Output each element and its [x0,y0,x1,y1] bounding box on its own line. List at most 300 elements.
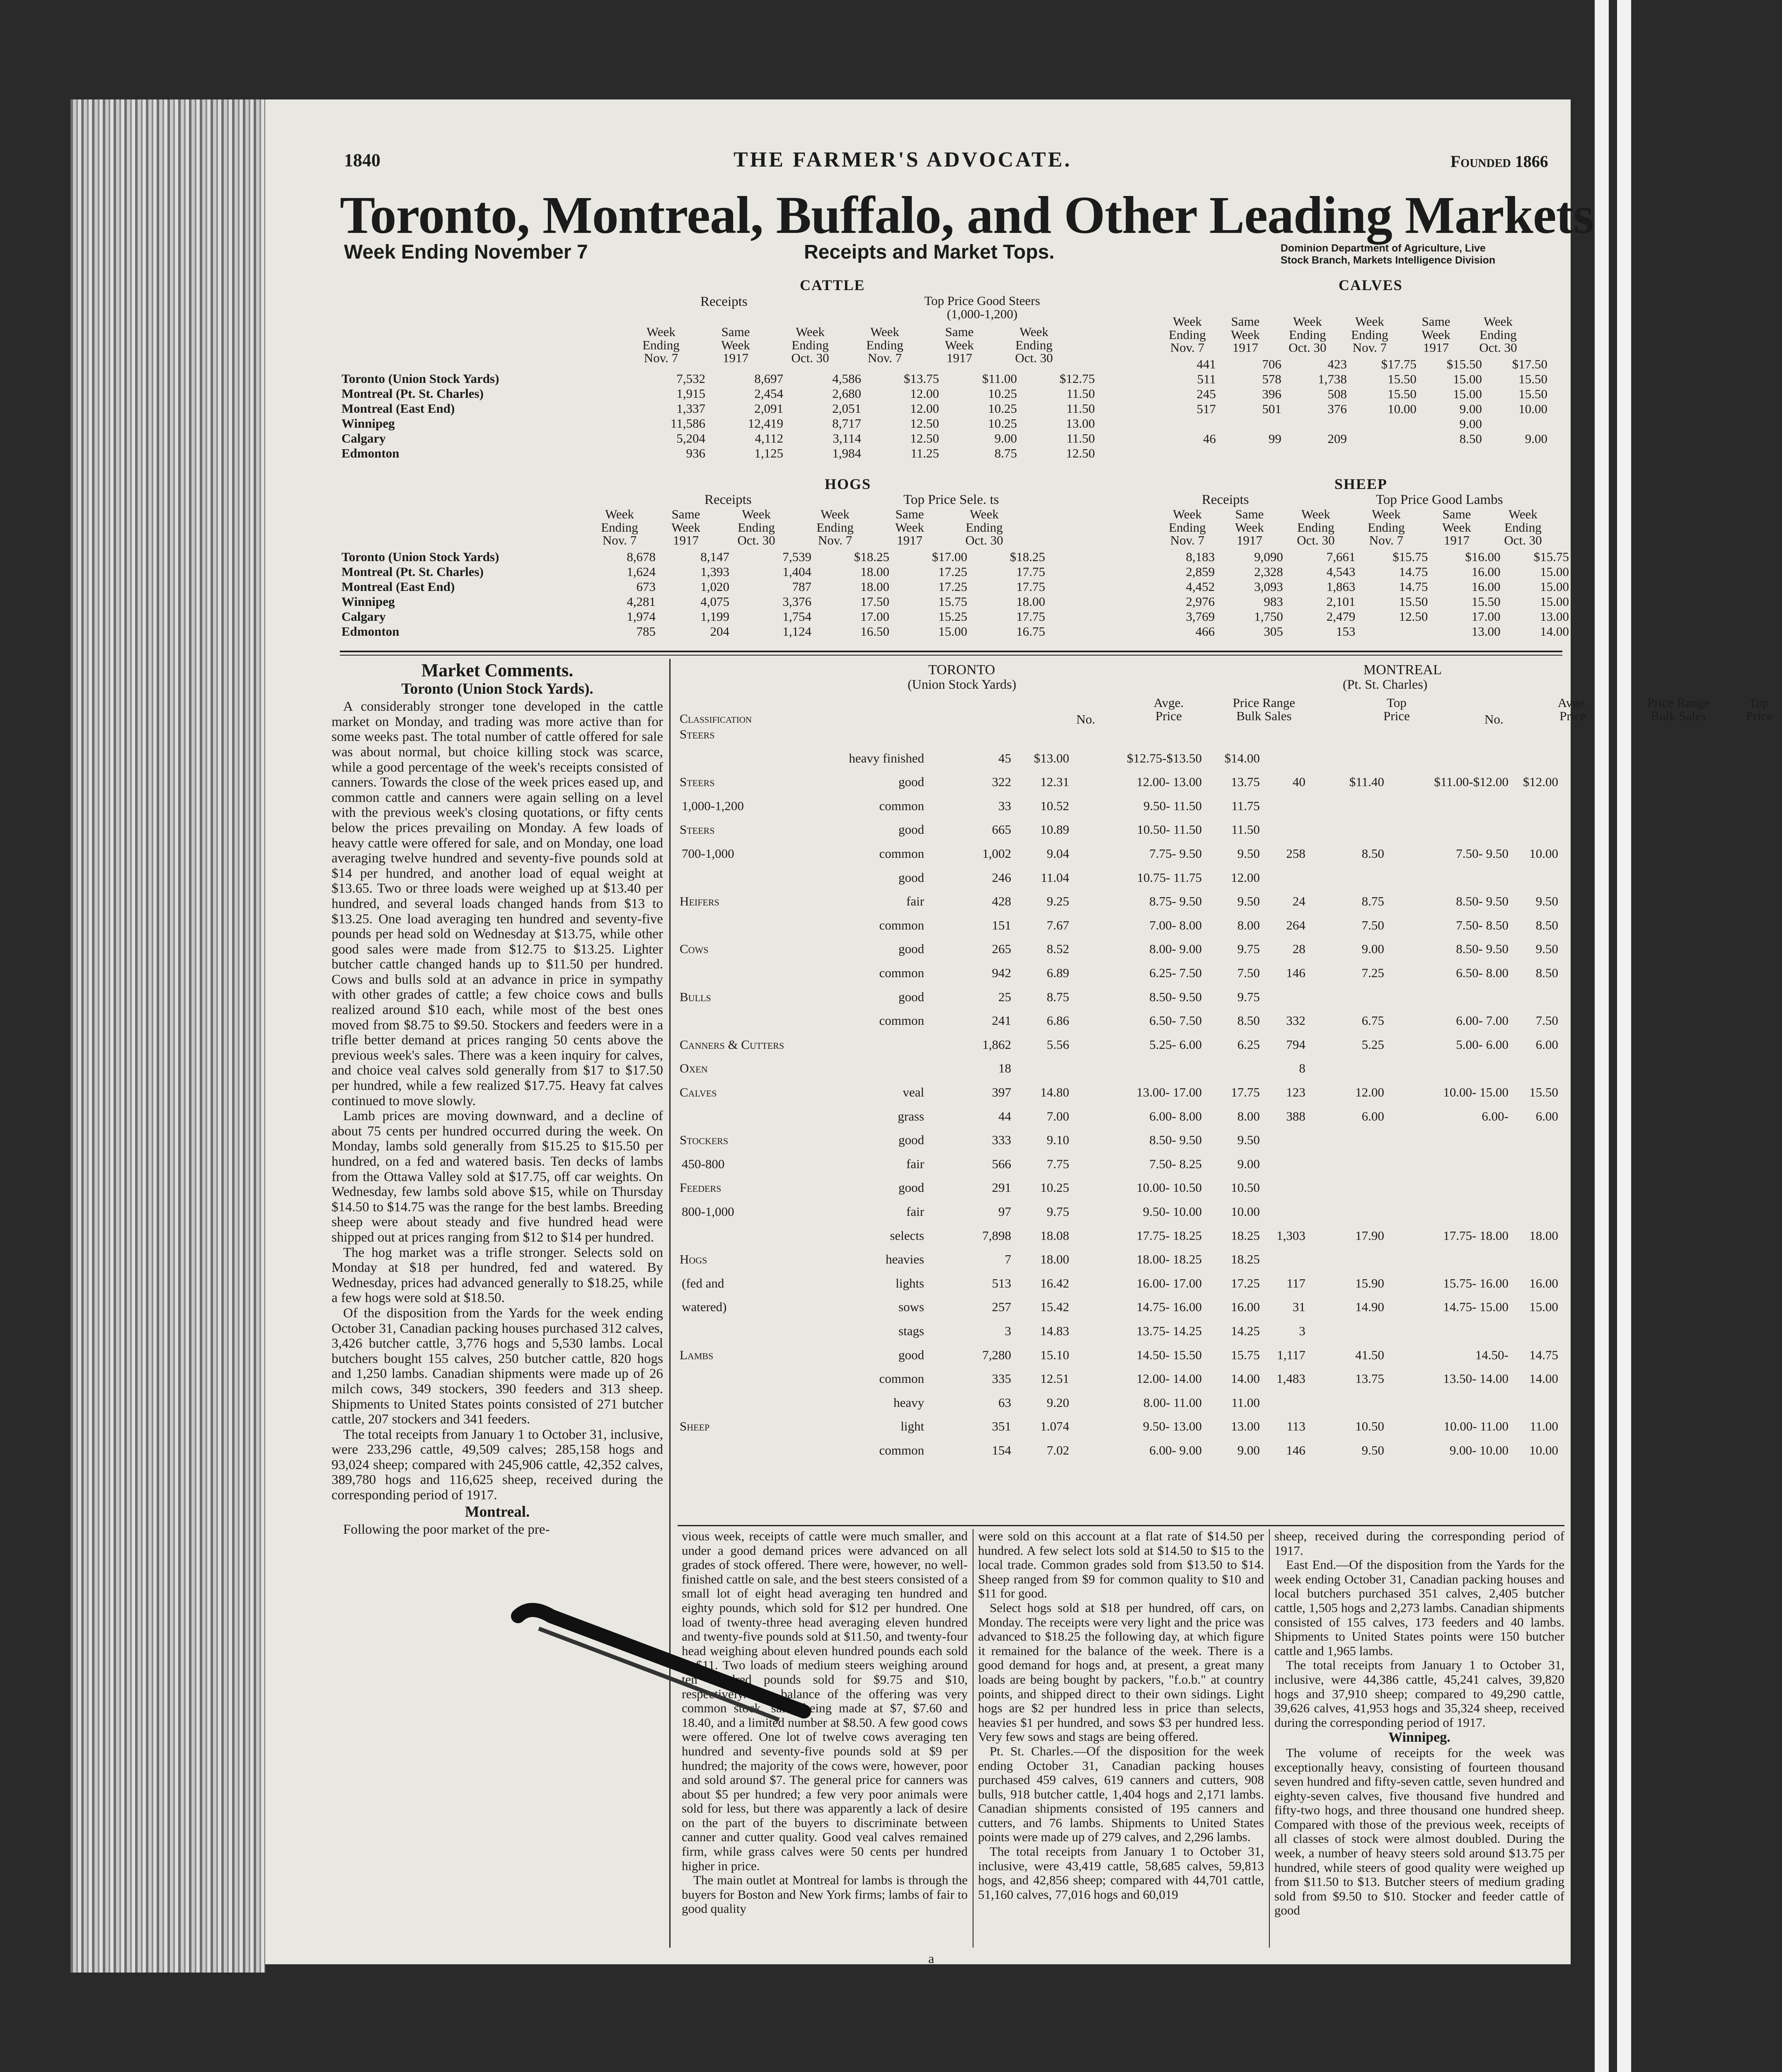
calves-cell: 245 [1196,386,1216,401]
sheep-cell: 2,101 [1326,594,1356,609]
cattle-cell: 12,419 [748,416,783,431]
calves-cell: 46 [1203,431,1216,446]
class-grade: common [879,1371,924,1386]
toronto-value: 6.25 [1237,1037,1260,1052]
toronto-value: 1,002 [982,846,1011,861]
montreal-subheading: Montreal. [465,1503,530,1520]
montreal-value: 15.50 [1529,1085,1558,1099]
class-sublabel: 1,000-1,200 [682,798,744,813]
montreal-header-h_range: Price Range Bulk Sales [1647,695,1710,723]
montreal-table-title: MONTREAL [1363,662,1442,678]
montreal-value: 17.90 [1355,1228,1384,1243]
class-grade: common [879,846,924,861]
sheep-cell: 2,976 [1186,594,1215,609]
toronto-value: 14.25 [1231,1324,1260,1338]
class-grade: heavy finished [849,750,924,765]
montreal-header-h_no: No. [1484,712,1504,726]
hogs-cell: 8,678 [627,549,656,564]
class-grade: common [879,798,924,813]
class-grade: good [898,822,924,837]
montreal-value: 28 [1293,942,1305,956]
toronto-value: 16.00- 17.00 [1136,1276,1202,1290]
hogs-col-header: Week Ending Nov. 7 [601,507,638,548]
class-grade: good [898,870,924,885]
calves-cell: 1,738 [1318,371,1347,386]
hogs-cell: 3,376 [782,594,811,609]
department-credit: Dominion Department of Agriculture, Live Stock Branch, Markets Intelligence Division [1281,242,1496,266]
montreal-value: 10.00- 11.00 [1443,1419,1508,1434]
hogs-cell: Montreal (Pt. St. Charles) [341,564,484,579]
toronto-value: 7.50- 8.25 [1149,1156,1202,1171]
paragraph: The hog market was a trifle stronger. Selects sold on Monday at $18 per hundred, fed and watered. By Wednesday, prices had advanced generally to $18.25, while a few hogs were sold at $18.50. [332,1245,663,1306]
montreal-value: 6.50- 8.00 [1456,966,1508,980]
cattle-cell: 11.50 [1066,401,1095,416]
paragraph: A considerably stronger tone developed in the cattle market on Monday, and trading was more active than for some weeks past. The total number of cattle offered for sale was about normal, but choice killing stock was scarce, while a good percentage of the week's receipts consisted of canners. Towards the close of the week prices eased up, and common cattle and canners were again selling on a level with the previous week's closing quotations, or fifty cents below the prices prevailing on Monday. A few loads of heavy cattle were offered for sale, and on Monday, one load averaging twelve hundred and seventy-five pounds sold at $14 per hundred, and another load of equal weight at $13.65. Two or three loads were weighed up at $13.40 per hundred, and several loads changed hands from $13 to $13.25. One load averaging ten hundred and seventy-five pounds per head sold on Wednesday at $13.75, while other good sales were made from $12.75 to $13.25. Lighter butcher cattle changed hands up to $11.50 per hundred. Cows and bulls sold at an advance in price in sympathy with other grades of cattle; a few choice cows and bulls realized around $10 each, while most of the best ones moved from $8.75 to $9.50. Stockers and feeders were in a trifle better demand at prices ranging 50 cents above the previous week's sales. There was a keen inquiry for calves, and choice veal calves sold generally from $17 to $17.50 per hundred, while a few realized $17.75. Heavy fat calves continued to move slowly. [332,699,663,1109]
cattle-row [340,401,1097,416]
hogs-cell: 1,393 [700,564,729,579]
toronto-value: 9.75 [1237,989,1260,1004]
hogs-cell: Montreal (East End) [341,579,455,594]
comments-column-1 [332,659,663,1948]
hogs-cell: 1,974 [627,609,656,624]
calves-cell: 396 [1262,386,1281,401]
toronto-value: 8.50- 9.50 [1149,1133,1202,1147]
toronto-value: 8.00- 9.00 [1149,942,1202,956]
cattle-cell: Montreal (Pt. St. Charles) [341,386,484,401]
toronto-value: 25 [998,989,1011,1004]
toronto-value: 17.75- 18.25 [1136,1228,1202,1243]
cattle-cell: 1,915 [676,386,705,401]
toronto-value: 8.00 [1237,1109,1260,1123]
sheep-cell: 12.50 [1399,609,1428,624]
hogs-cell: 4,281 [627,594,656,609]
class-grade: good [898,942,924,956]
toronto-value: 13.75 [1231,775,1260,789]
toronto-value: 16.42 [1040,1276,1069,1290]
paragraph: sheep, received during the corresponding period of 1917. [1274,1529,1564,1558]
calves-cell: 9.00 [1459,401,1482,416]
hogs-cell: Calgary [341,609,386,624]
calves-cell [1283,416,1349,431]
page-number: 1840 [344,150,380,170]
toronto-value: 14.83 [1040,1324,1069,1338]
paragraph: Of the disposition from the Yards for the week ending October 31, Canadian packing houses purchased 312 calves, 3,426 butcher cattle, 3,776 hogs and 5,530 lambs. Local butchers bought 155 calves, 250 butcher cattle, 820 hogs and 1,250 lambs. Canadian shipments were made up of 26 milch cows, 349 stockers, 390 feeders and 313 sheep. Shipments to United States points consisted of 271 butcher cattle, 207 stockers and 341 feeders. [332,1305,663,1427]
montreal-value: 9.00- 10.00 [1449,1443,1508,1457]
cattle-cell: $12.75 [1059,371,1095,386]
toronto-value: 6.86 [1046,1013,1069,1028]
cattle-cell: 1,125 [754,445,783,460]
class-grade: common [879,966,924,980]
calves-cell: 578 [1262,371,1281,386]
hogs-heading: HOGS [825,476,872,492]
montreal-value: 7.50- 8.50 [1456,917,1508,932]
toronto-value: 942 [992,966,1011,980]
paragraph: The total receipts from January 1 to October 31, inclusive, were 233,296 cattle, 49,509 calves; 285,158 hogs and 93,024 sheep; compared with 245,906 cattle, 42,352 calves, 389,780 hogs and 116,625 sheep, received during the corresponding period of 1917. [332,1427,663,1503]
toronto-value: 8.00 [1237,917,1260,932]
class-grade: common [879,1013,924,1028]
paragraph: The volume of receipts for the week was exceptionally heavy, consisting of fourteen thousand seven hundred and fifty-seven cattle, seven hundred and eighty-seven calves, five thousand five hundred and fifty-two hogs, and three thousand one hundred sheep. Compared with those of the previous week, receipts of all classes of stock were almost doubled. During the week, a number of heavy steers sold around $13.75 per hundred, while steers of good quality were weighed up from $11.50 to $13. Butcher steers of medium grading sold from $9.50 to $10. Stocker and feeder cattle of good [1274,1745,1564,1918]
sheep-receipts-label: Receipts [1202,492,1249,507]
sheep-cell: $16.00 [1465,549,1501,564]
toronto-value: 9.25 [1046,894,1069,909]
class-label: Sheep [680,1419,710,1434]
cattle-row [340,386,1097,401]
montreal-value: 5.25 [1361,1037,1384,1052]
paragraph: The main outlet at Montreal for lambs is through the buyers for Boston and New York firms; lambs of fair to good quality [682,1873,968,1916]
hogs-cell: 17.25 [938,579,967,594]
sheep-cell [1357,624,1430,639]
sheep-cell: 9,090 [1254,549,1283,564]
cattle-cell: 11.50 [1066,386,1095,401]
cattle-row [340,445,1097,460]
cattle-heading: CATTLE [800,277,865,293]
toronto-value: 3 [1005,1324,1011,1338]
cattle-cell: 12.00 [910,386,939,401]
hogs-cell: 673 [636,579,656,594]
toronto-value: 8.52 [1046,942,1069,956]
calves-cell [1349,431,1418,446]
calves-cell: 9.00 [1459,416,1482,431]
montreal-value: 17.75- 18.00 [1443,1228,1508,1243]
sheep-row [1152,564,1571,579]
cattle-cell: $13.75 [903,371,939,386]
paragraph: vious week, receipts of cattle were much smaller, and under a good demand prices were advanced on all grades of stock offered. There were, however, no well-finished cattle on sale, and the best steers consisted of a small lot of eight head averaging ten hundred and eighty pounds, which sold for $12 per hundred. One load of twenty-three head averaging eleven hundred and twenty-five pounds sold at $11.50, and twenty-four head weighing about eleven hundred pounds each sold at $11. Two loads of medium steers weighing around ten hundred pounds sold for $9.75 and $10, respectively. The balance of the offering was very common stock, sales being made at $7, $7.60 and 18.40, and a limited number at $8.50. A few good cows were offered. One lot of twelve cows averaging ten hundred and seventy-five pounds sold at $9 per hundred; the majority of the cows were, however, poor and sold around $7. The general price for canners was about $5 per hundred; a few very poor animals were sold for less, but there was apparently a lack of desire on the part of the buyers to discriminate between canner and cutter quality. Good veal calves remained firm, while grass calves were 50 cents per hundred higher in price. [682,1529,968,1873]
sheep-cell: 3,093 [1254,579,1283,594]
montreal-value: 9.50 [1361,1443,1384,1457]
class-grade: good [898,775,924,789]
toronto-value: 14.75- 16.00 [1136,1300,1202,1314]
sheep-col-header: Same Week 1917 [1235,507,1264,548]
cattle-cell: 5,204 [676,431,705,445]
class-grade: stags [898,1324,924,1338]
toronto-table-title: TORONTO [928,662,995,678]
sheep-cell: 16.00 [1471,564,1501,579]
class-grade: common [879,917,924,932]
montreal-value: 146 [1286,966,1305,980]
montreal-value: 9.00 [1361,942,1384,956]
montreal-value: 1,303 [1276,1228,1305,1243]
toronto-value: 63 [998,1395,1011,1410]
paragraph: The total receipts from January 1 to October 31, inclusive, were 44,386 cattle, 45,241 calves, 39,820 hogs and 37,910 sheep; compared to 49,290 cattle, 39,626 calves, 41,953 hogs and 35,324 sheep, received during the corresponding period of 1917. [1274,1658,1564,1730]
hogs-cell: 787 [792,579,811,594]
hogs-cell: 17.00 [860,609,889,624]
cattle-col-header: Same Week 1917 [945,324,974,366]
hogs-cell: Edmonton [341,624,399,639]
toronto-value: 7.50 [1237,966,1260,980]
toronto-value: 10.25 [1040,1180,1069,1195]
class-grade: sows [898,1300,924,1314]
class-grade: fair [906,1204,924,1219]
toronto-value: 5.56 [1046,1037,1069,1052]
toronto-value: 9.50- 11.50 [1143,798,1202,813]
sheep-col-header: Same Week 1917 [1442,507,1471,548]
montreal-value: 14.50- [1475,1347,1508,1362]
toronto-value: 7.00 [1046,1109,1069,1123]
toronto-value: 6.00- 9.00 [1149,1443,1202,1457]
class-grade: fair [906,894,924,909]
montreal-value: 8.75 [1361,894,1384,909]
toronto-value: $14.00 [1224,750,1260,765]
montreal-value: 8.50- 9.50 [1456,894,1508,909]
toronto-value: 257 [992,1300,1011,1314]
sheep-row [1152,549,1571,564]
calves-cell: 441 [1196,356,1216,371]
montreal-value: 146 [1286,1443,1305,1457]
cattle-cell: Winnipeg [341,416,395,431]
sheep-cell: 466 [1195,624,1215,639]
class-label: Stockers [680,1133,729,1147]
montreal-value: 7.25 [1361,966,1384,980]
toronto-value: 10.75- 11.75 [1137,870,1202,885]
montreal-value: 41.50 [1355,1347,1384,1362]
toronto-value: 8.75- 9.50 [1149,894,1202,909]
toronto-value: 9.75 [1237,942,1260,956]
montreal-value: 388 [1286,1109,1305,1123]
toronto-value: 10.00- 10.50 [1136,1180,1202,1195]
paragraph: Lamb prices are moving downward, and a decline of about 75 cents per hundred occurred during the week. On Monday, lambs sold generally from $15.25 to $15.50 per hundred, on a fed and watered basis. Ten decks of lambs from the Ottawa Valley sold at $17.75, off car weights. On Wednesday, few lambs sold above $15, while on Thursday $14.50 to $14.75 was the range for the best lambs. Breeding sheep were about steady and five hundred head were shipped out at prices ranging from $12 to $14 per hundred. [332,1109,663,1245]
class-sublabel: 800-1,000 [682,1204,734,1219]
toronto-value: 18.00- 18.25 [1136,1252,1202,1267]
toronto-value: 322 [992,775,1011,789]
sheep-heading: SHEEP [1334,476,1388,492]
calves-cell: 15.50 [1387,386,1416,401]
class-label: Bulls [680,989,711,1004]
class-grade: common [879,1443,924,1457]
cattle-row [340,416,1097,431]
scanner-light-bar [1617,0,1631,2072]
class-grade: selects [890,1228,924,1243]
hogs-cell: 18.00 [1016,594,1045,609]
class-grade: good [898,1133,924,1147]
hogs-cell: 1,199 [700,609,729,624]
montreal-value: 332 [1286,1013,1305,1028]
toronto-value: 12.31 [1040,775,1069,789]
calves-cell: $15.50 [1446,356,1482,371]
hogs-cell: Winnipeg [341,594,395,609]
toronto-value: 7.75 [1046,1156,1069,1171]
main-headline: Toronto, Montreal, Buffalo, and Other Leading Markets [340,186,1594,244]
cattle-cell: Calgary [341,431,386,445]
toronto-value: 13.00- 17.00 [1136,1085,1202,1099]
montreal-value: 9.50 [1535,894,1558,909]
class-grade: light [901,1419,924,1434]
toronto-value: 6.25- 7.50 [1149,966,1202,980]
toronto-value: 13.00 [1231,1419,1260,1434]
toronto-value: 7,280 [982,1347,1011,1362]
calves-cell: 15.50 [1387,371,1416,386]
toronto-value: 15.42 [1040,1300,1069,1314]
montreal-header-h_top: Top Price [1746,695,1772,723]
toronto-value: 97 [998,1204,1011,1219]
montreal-value: 258 [1286,846,1305,861]
hogs-cell: 16.75 [1016,624,1045,639]
calves-cell: 8.50 [1459,431,1482,446]
cattle-cell: Toronto (Union Stock Yards) [341,371,499,386]
section-rule [340,651,1562,652]
montreal-value: 10.00 [1529,1443,1558,1457]
montreal-value: 31 [1293,1300,1305,1314]
toronto-value: 9.50- 10.00 [1143,1204,1202,1219]
class-label: Steers [680,727,715,741]
sheep-cell: 4,543 [1326,564,1356,579]
toronto-value: 8.00- 11.00 [1143,1395,1202,1410]
toronto-value: 7.00- 8.00 [1149,917,1202,932]
calves-cell: 9.00 [1525,431,1547,446]
toronto-value: 18 [998,1061,1011,1076]
cattle-cell: 2,454 [754,386,783,401]
hogs-row [340,609,1047,624]
montreal-value: 14.75- 15.00 [1443,1300,1508,1314]
toronto-value: 12.51 [1040,1371,1069,1386]
sheep-cell: 1,750 [1254,609,1283,624]
sheep-cell: 3,769 [1186,609,1215,624]
toronto-header-h_no: No. [1076,712,1095,726]
calves-cell [1218,416,1283,431]
class-grade: good [898,989,924,1004]
montreal-value: 6.00- [1482,1109,1508,1123]
toronto-value: 14.50- 15.50 [1136,1347,1202,1362]
calves-cell: 511 [1197,371,1216,386]
calves-cell: 15.00 [1453,386,1482,401]
hogs-cell: 18.00 [860,579,889,594]
toronto-value: 12.00- 14.00 [1136,1371,1202,1386]
montreal-value: 8.50- 9.50 [1456,942,1508,956]
sheep-cell: 14.00 [1540,624,1569,639]
sheep-cell: 13.00 [1471,624,1501,639]
class-label: Hogs [680,1252,707,1267]
montreal-value: 6.00 [1535,1109,1558,1123]
montreal-value: 14.00 [1529,1371,1558,1386]
calves-cell: 706 [1262,356,1281,371]
toronto-value: 11.04 [1041,870,1069,885]
calves-cell: 423 [1327,356,1347,371]
toronto-value: 15.10 [1040,1347,1069,1362]
class-sublabel: watered) [682,1300,727,1314]
cattle-cell: 12.00 [910,401,939,416]
hogs-cell: 8,147 [700,549,729,564]
montreal-value: 13.50- 14.00 [1443,1371,1508,1386]
calves-cell [1484,416,1549,431]
toronto-header-h_range: Price Range Bulk Sales [1232,695,1295,723]
sheep-cell: 2,328 [1254,564,1283,579]
toronto-value: 246 [992,870,1011,885]
hogs-cell: 1,754 [782,609,811,624]
calves-col-header: Week Ending Oct. 30 [1479,314,1517,355]
montreal-value: 6.75 [1361,1013,1384,1028]
cattle-cell: 8.75 [994,445,1017,460]
toronto-value: 14.80 [1040,1085,1069,1099]
sheep-cell: $15.75 [1533,549,1569,564]
cattle-col-header: Week Ending Nov. 7 [866,324,903,366]
hogs-cell: 17.25 [938,564,967,579]
table-rule [678,1525,1564,1526]
montreal-table-subtitle: (Pt. St. Charles) [1343,677,1428,692]
toronto-value: 1,862 [982,1037,1011,1052]
toronto-value: 9.50 [1237,1133,1260,1147]
cattle-cell: 7,532 [676,371,705,386]
toronto-value: 8.75 [1046,989,1069,1004]
sheep-cell: 7,661 [1326,549,1356,564]
sheep-col-header: Week Ending Oct. 30 [1297,507,1335,548]
paragraph: East End.—Of the disposition from the Yards for the week ending October 31, Canadian packing houses and local butchers purchased 351 calves, 2,405 butcher cattle, 1,505 hogs and 2,273 lambs. Canadian shipments consisted of 155 calves, 173 feeders and 40 lambs. Shipments to United States points were 150 butcher cattle and 1,965 lambs. [1274,1557,1564,1658]
toronto-value: 14.00 [1231,1371,1260,1386]
comments-column-3 [978,1529,1264,1948]
montreal-value: 123 [1286,1085,1305,1099]
cattle-receipts-label: Receipts [700,294,748,309]
class-grade: lights [896,1276,924,1290]
toronto-value: 7,898 [982,1228,1011,1243]
sheep-row [1152,609,1571,624]
toronto-value: 16.00 [1231,1300,1260,1314]
cattle-cell: Montreal (East End) [341,401,455,416]
hogs-cell: 17.75 [1016,564,1045,579]
cattle-cell: 12.50 [1066,445,1095,460]
toronto-value: 397 [992,1085,1011,1099]
montreal-value: 8 [1299,1061,1305,1076]
cattle-cell: 11.50 [1066,431,1095,445]
cattle-cell: 4,112 [755,431,783,445]
toronto-value: 335 [992,1371,1011,1386]
hogs-row [340,549,1047,564]
toronto-value: 45 [998,750,1011,765]
montreal-value: 113 [1286,1419,1305,1434]
calves-cell: 15.00 [1453,371,1482,386]
calves-row [1156,416,1549,431]
cattle-cell: 1,337 [676,401,705,416]
sheep-row [1152,594,1571,609]
class-grade: heavies [886,1252,924,1267]
class-label: Calves [680,1085,717,1099]
toronto-value: 13.75- 14.25 [1136,1324,1202,1338]
cattle-top-price-label: Top Price Good Steers (1,000-1,200) [924,293,1040,321]
sheep-cell: 16.00 [1471,579,1501,594]
hogs-table [340,549,1047,639]
montreal-value: 10.00 [1529,846,1558,861]
paragraph: Select hogs sold at $18 per hundred, off cars, on Monday. The receipts were very light and the price was advanced to $18.25 the following day, at which figure it remained for the balance of the week. There is a good demand for hogs and, at present, a great many loads are being bought by packers, "f.o.b." at country points, and shipped direct to their own sidings. Light hogs are $2 per hundred less in price than selects, heavies $1 per hundred, and sows $3 per hundred less. Very few sows and stags are being offered. [978,1600,1264,1744]
toronto-value: 44 [998,1109,1011,1123]
calves-cell: 15.50 [1518,371,1547,386]
montreal-value: 16.00 [1529,1276,1558,1290]
montreal-value: 15.75- 16.00 [1443,1276,1508,1290]
cattle-cell: $11.00 [982,371,1017,386]
toronto-value: 18.25 [1231,1228,1260,1243]
toronto-value: 333 [992,1133,1011,1147]
montreal-value: 5.00- 6.00 [1456,1037,1508,1052]
calves-col-header: Week Ending Nov. 7 [1169,314,1206,355]
sheep-cell: 2,859 [1186,564,1215,579]
montreal-value: $11.40 [1349,775,1384,789]
hogs-row [340,594,1047,609]
calves-table [1156,356,1549,446]
toronto-value: 10.50- 11.50 [1137,822,1202,837]
montreal-value: 6.00 [1361,1109,1384,1123]
hogs-col-header: Week Ending Nov. 7 [816,507,854,548]
montreal-value: 8.50 [1535,917,1558,932]
cattle-cell: 2,091 [754,401,783,416]
toronto-value: 18.08 [1040,1228,1069,1243]
toronto-value: $12.75-$13.50 [1127,750,1202,765]
montreal-value: 18.00 [1529,1228,1558,1243]
toronto-value: 9.04 [1046,846,1069,861]
sheep-cell: 15.50 [1471,594,1501,609]
paragraph: The total receipts from January 1 to October 31, inclusive, were 43,419 cattle, 58,685 calves, 59,813 hogs, and 42,856 sheep; compared with 44,701 cattle, 51,160 calves, 77,016 hogs and 60,019 [978,1844,1264,1902]
montreal-value: 3 [1299,1324,1305,1338]
cattle-row [340,371,1097,386]
cattle-cell: 8,717 [832,416,861,431]
calves-cell: $17.50 [1512,356,1547,371]
calves-cell [1349,416,1418,431]
hogs-cell: 1,624 [627,564,656,579]
